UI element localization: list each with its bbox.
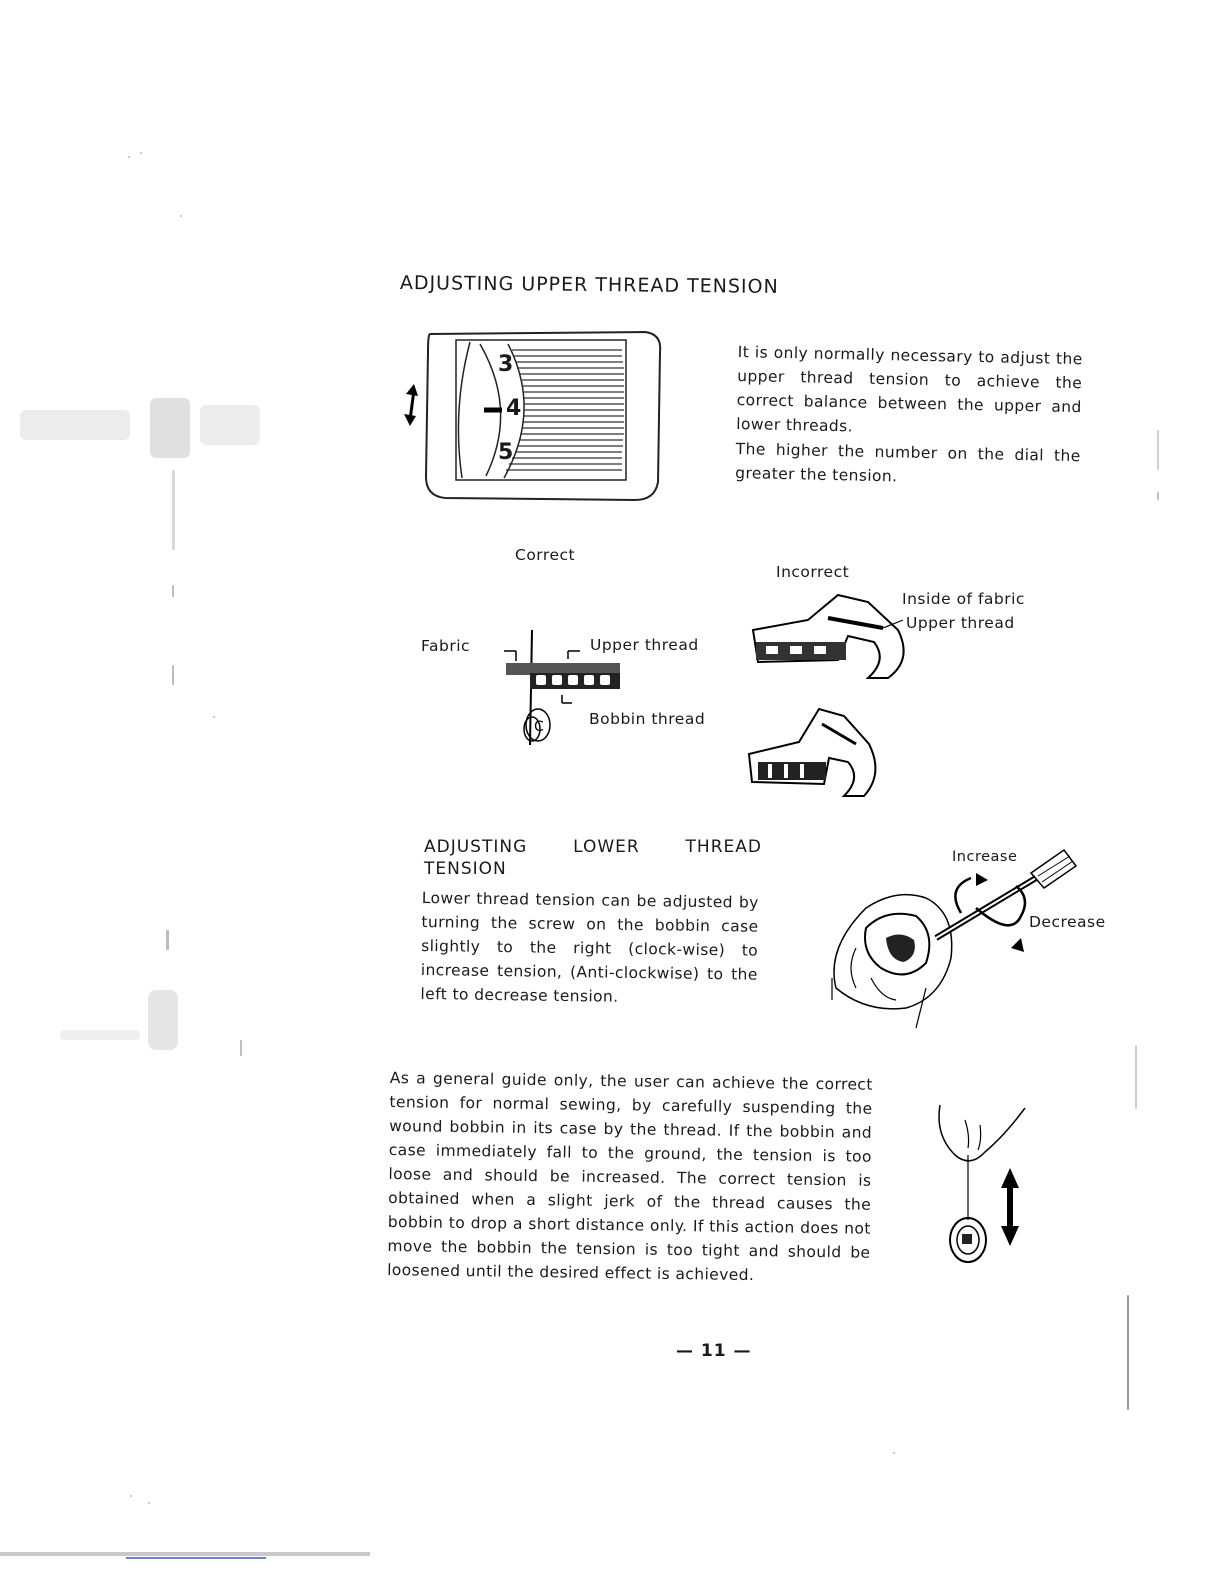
lower-tension-heading-line-1: ADJUSTING LOWER THREAD [424,837,762,857]
correct-stitch-diagram [500,625,640,755]
bobbin-thread-label: Bobbin thread [589,710,706,728]
tension-dial-illustration [400,322,670,507]
lower-tension-heading-line-2: TENSION [424,859,507,879]
correct-label: Correct [515,546,576,564]
incorrect-label: Incorrect [776,563,850,581]
upper-tension-paragraph-1: It is only normally necessary to adjust the upper thread tension to achieve the correct balance between the upper and lower threads. [736,342,1083,436]
inside-of-fabric-label: Inside of fabric [902,590,1025,608]
page-title: ADJUSTING UPPER THREAD TENSION [399,272,779,298]
tension-dial-svg [400,322,670,507]
increase-label: Increase [952,849,1018,865]
bobbin-case-screwdriver-illustration [826,838,1086,1038]
lower-tension-heading [424,836,762,880]
upper-thread-label: Upper thread [590,636,699,654]
svg-text:C: C [534,719,544,735]
bobbin-guide-paragraph: As a general guide only, the user can achieve the correct tension for normal sewing, by carefully suspending the wound bobbin in its case by the thread. If the bobbin and case immediately fall to the ground, the tension is too loose and should be increased. The correct tension is obtained when a slight jerk of the thread causes the bobbin to drop a short distance only. If this action does not move the bobbin the tension is too tight and should be loosened until the desired effect is achieved. [387,1068,873,1285]
decrease-label: Decrease [1029,913,1106,931]
incorrect-diagram-lower [744,704,894,804]
suspended-bobbin-illustration [930,1100,1040,1280]
dial-number-4: 4 [506,396,522,421]
incorrect-diagram-upper [748,590,918,690]
fabric-label: Fabric [421,637,471,655]
dial-number-5: 5 [498,440,514,465]
upper-tension-paragraph-2: The higher the number on the dial the greater the tension. [735,439,1081,486]
lower-tension-paragraph: Lower thread tension can be adjusted by turning the screw on the bobbin case slightly to the right (clock-wise) to increase tension, (Anti-clockwise) to the left to decrease tension. [420,888,759,1006]
page-number: — 11 — [676,1341,752,1361]
incorrect-upper-thread-label: Upper thread [906,614,1015,632]
dial-number-3: 3 [498,352,514,377]
